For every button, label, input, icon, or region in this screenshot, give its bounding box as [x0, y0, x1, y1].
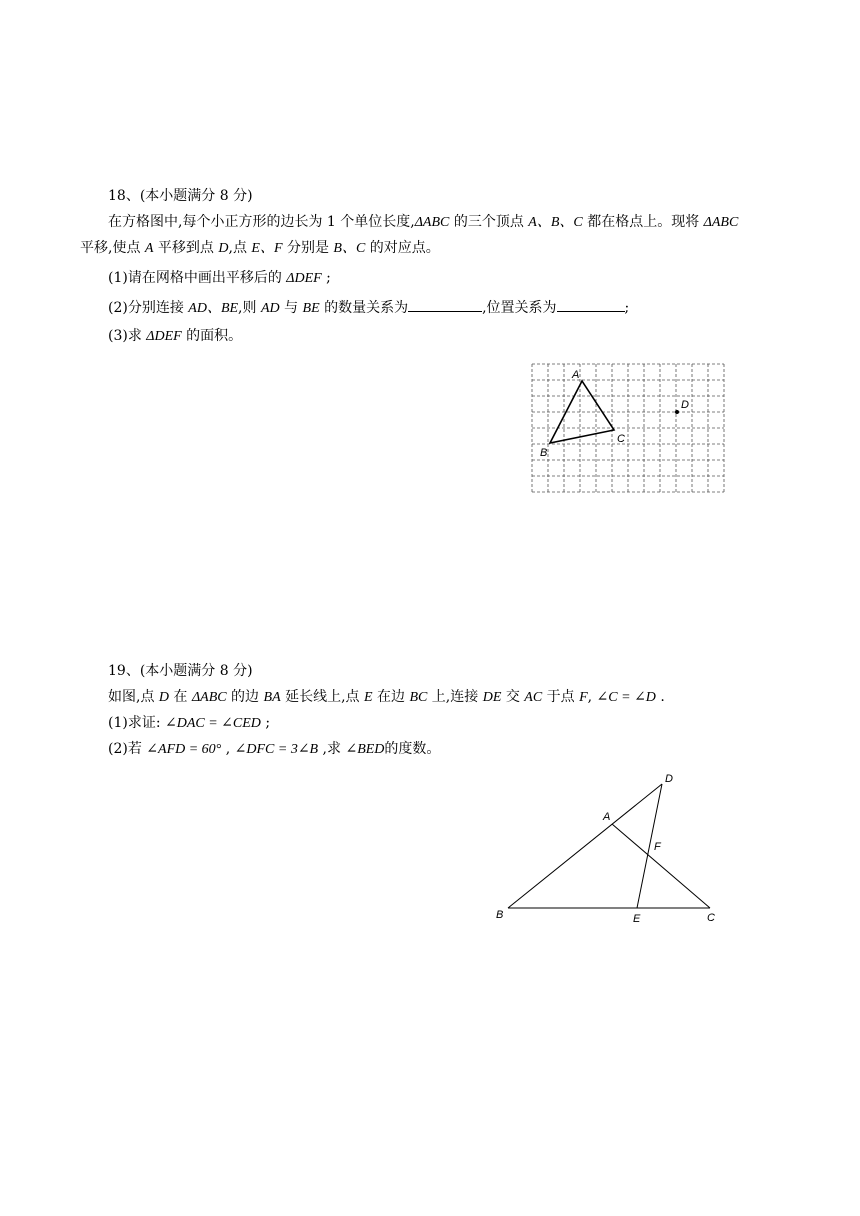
text: ,: [587, 689, 597, 705]
math: B、C: [333, 241, 366, 256]
math: ΔABC: [703, 215, 739, 230]
figure-lines: [508, 784, 710, 908]
math: F: [579, 690, 588, 705]
q18-part1: [108, 268, 331, 289]
math: AD: [260, 301, 280, 316]
text: 与: [279, 300, 303, 316]
label-b: B: [496, 909, 504, 921]
text: 的三个顶点: [449, 214, 529, 230]
segment-ac: [612, 824, 710, 908]
text: (2)分别连接: [108, 300, 189, 316]
math: BE: [302, 301, 320, 316]
math: AC: [524, 690, 543, 705]
label-f: F: [654, 841, 661, 853]
math: ΔABC: [191, 690, 227, 705]
q18-header: 18、(本小题满分 8 分): [108, 188, 253, 204]
math: ΔABC: [414, 215, 450, 230]
text: (2)若: [108, 741, 147, 757]
text: ,求: [318, 741, 346, 757]
text: ,位置关系为: [482, 300, 557, 316]
label-d: D: [665, 773, 673, 785]
math: AD、BE: [188, 301, 239, 316]
math: BA: [263, 690, 281, 705]
text: 都在格点上。现将: [582, 214, 704, 230]
label-c: C: [617, 433, 625, 445]
label-d: D: [681, 399, 689, 411]
q19-part1: [108, 713, 270, 734]
grid-lines: [532, 364, 724, 492]
text: 的边: [226, 689, 264, 705]
text: .: [655, 689, 665, 705]
math: A: [144, 241, 154, 256]
q19-header: 19、(本小题满分 8 分): [108, 663, 253, 679]
text: 的对应点。: [365, 240, 440, 256]
answer-blank-quantity[interactable]: [408, 297, 482, 312]
math: DE: [482, 690, 502, 705]
label-a: A: [603, 811, 611, 823]
text: 平移,使点: [80, 240, 145, 256]
text: 的度数。: [384, 741, 441, 757]
text: 在方格图中,每个小正方形的边长为 1 个单位长度,: [108, 214, 415, 230]
math: ∠BED: [345, 742, 385, 757]
math: ∠C = ∠D: [596, 690, 656, 705]
math: E、F: [251, 241, 283, 256]
text: 延长线上,点: [280, 689, 364, 705]
text: 的数量关系为: [319, 300, 409, 316]
q19-triangle-figure: [490, 768, 730, 932]
text: 上,连接: [427, 689, 483, 705]
math: A、B、C: [528, 215, 583, 230]
q19-part2: [108, 739, 440, 760]
point-d: [675, 410, 679, 414]
text: 交: [501, 689, 525, 705]
math: ∠DAC = ∠CED: [165, 716, 261, 731]
text: ,则: [238, 300, 261, 316]
q18-intro-line2: [80, 238, 440, 259]
label-c: C: [707, 912, 715, 924]
math: ∠DFC = 3∠B: [234, 742, 319, 757]
segment-bd: [508, 784, 662, 908]
text: ;: [624, 300, 630, 316]
text: 在: [169, 689, 192, 705]
text: 平移到点: [153, 240, 219, 256]
q18-part3: [108, 326, 242, 347]
text: 的面积。: [181, 328, 243, 344]
q18-intro-line1: [108, 212, 738, 233]
text: 如图,点: [108, 689, 159, 705]
text: 分别是: [282, 240, 334, 256]
math: BC: [409, 690, 428, 705]
text: ;: [321, 270, 331, 286]
math: ΔDEF: [146, 329, 182, 344]
q18-grid-figure: [526, 358, 730, 498]
text: (1)求证:: [108, 715, 165, 731]
text: ,: [221, 741, 235, 757]
math: D: [218, 241, 229, 256]
text: ,点: [228, 240, 252, 256]
math: D: [158, 690, 170, 705]
math: ∠AFD = 60°: [146, 742, 222, 757]
q19-intro: [108, 687, 665, 708]
math: E: [363, 690, 373, 705]
text: 在边: [372, 689, 410, 705]
answer-blank-position[interactable]: [557, 297, 625, 312]
label-b: B: [540, 447, 548, 459]
text: 于点: [542, 689, 580, 705]
math: ΔDEF: [286, 271, 322, 286]
label-a: A: [572, 369, 580, 381]
label-e: E: [633, 913, 641, 925]
text: (1)请在网格中画出平移后的: [108, 270, 287, 286]
text: (3)求: [108, 328, 147, 344]
text: ;: [260, 715, 271, 731]
q18-part2: [108, 297, 629, 319]
